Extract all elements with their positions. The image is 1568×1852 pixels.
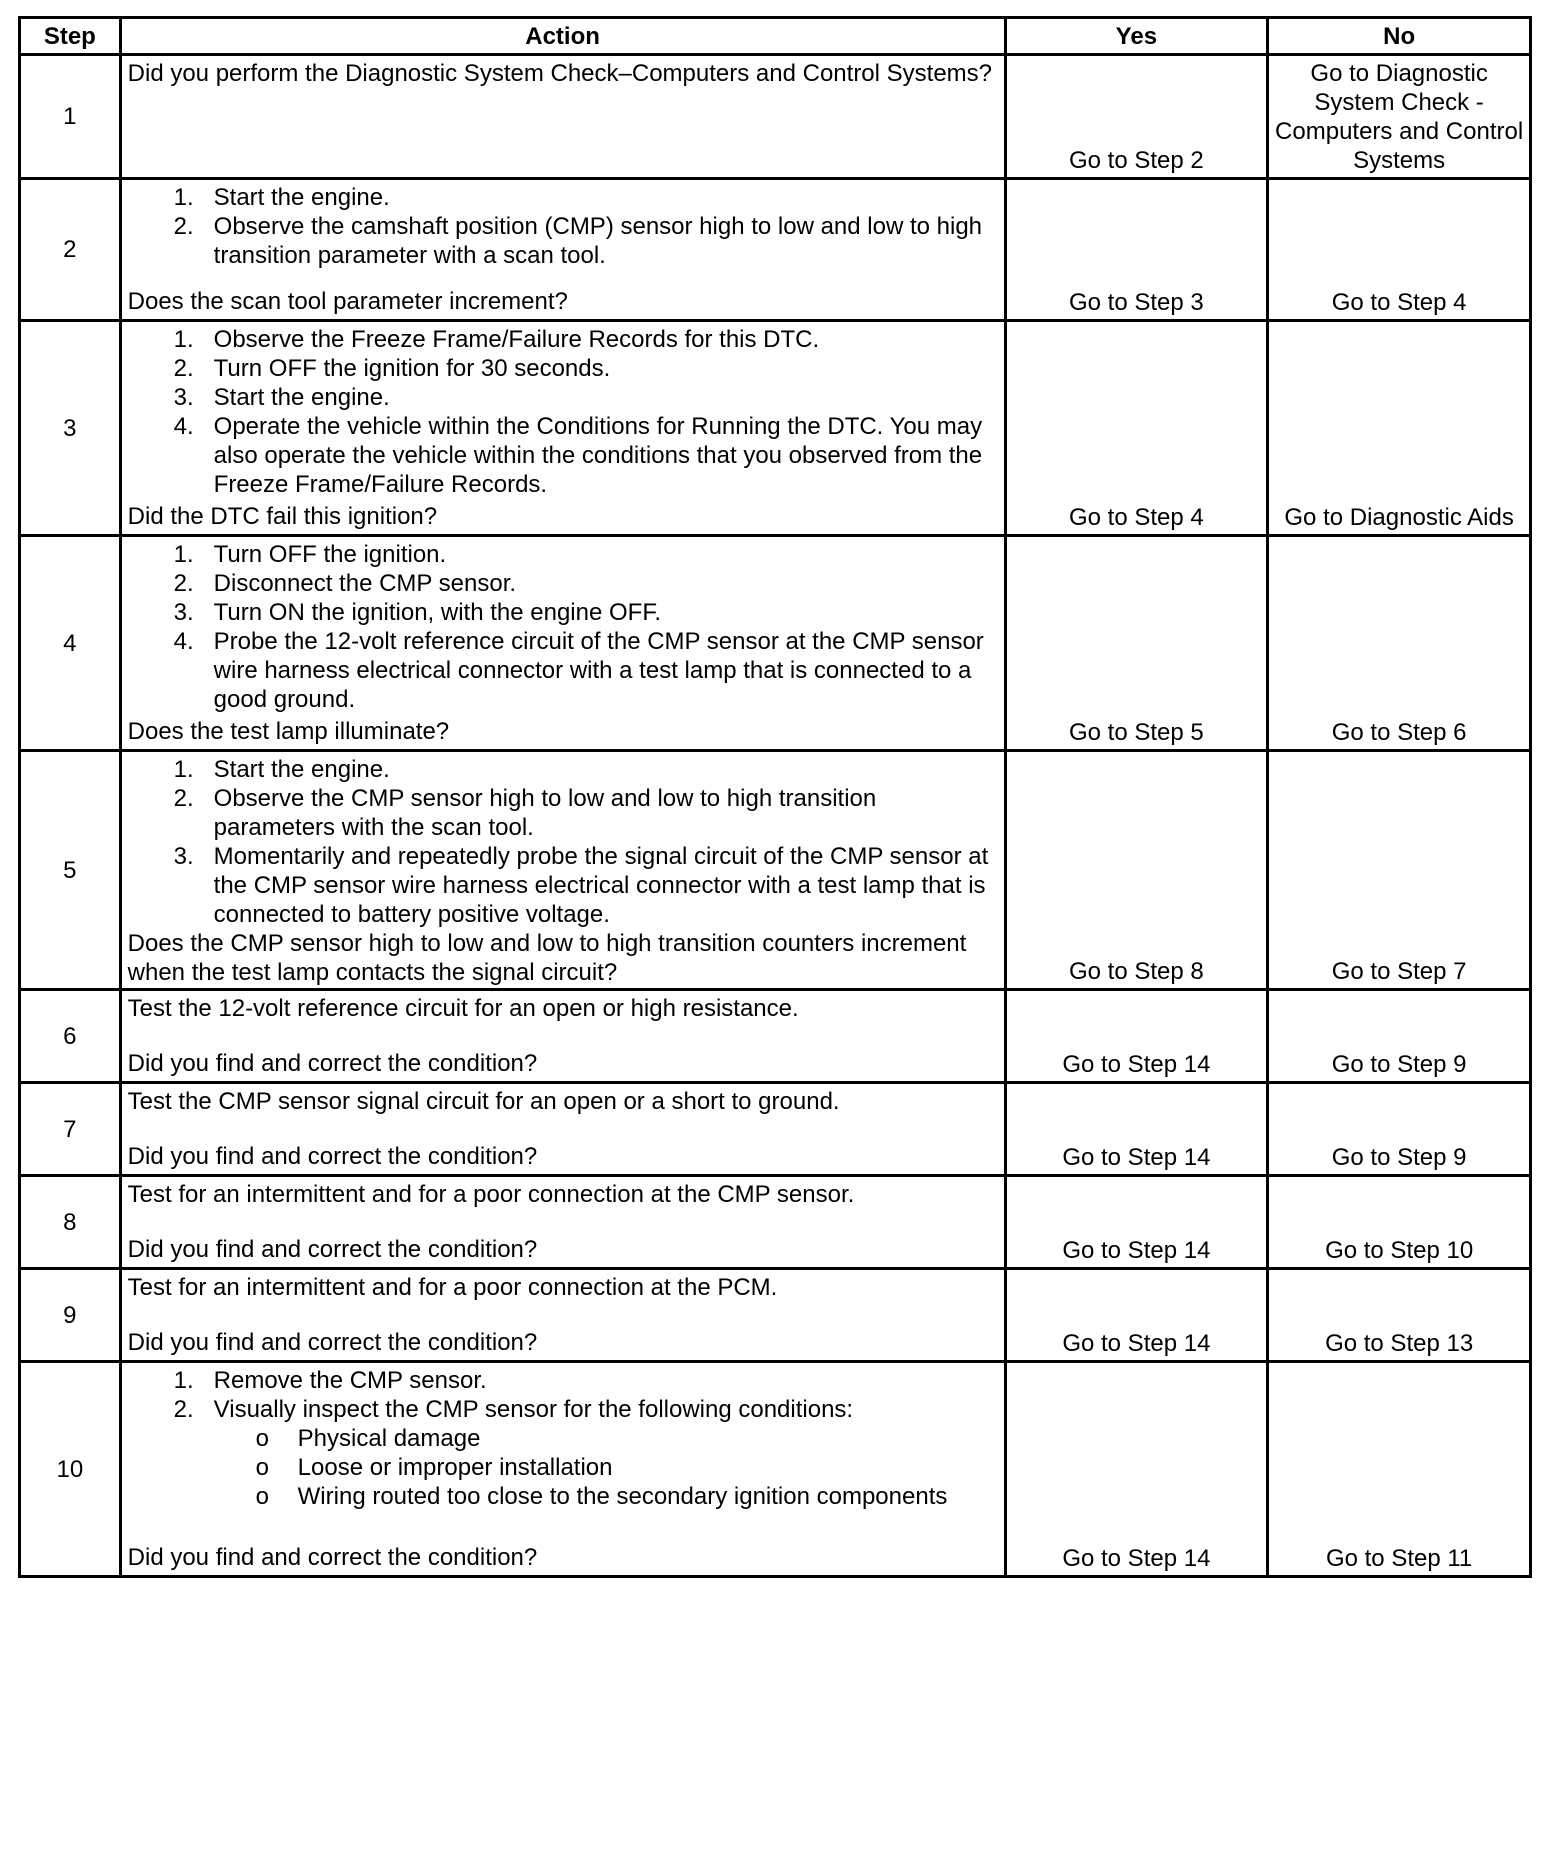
step-number: 4 (20, 536, 121, 751)
action-steps (128, 1366, 998, 1424)
action-question: Did you find and correct the condition? (127, 1143, 538, 1170)
action-steps (128, 540, 998, 714)
step-number: 9 (20, 1269, 121, 1362)
action-question: Did you find and correct the condition? (127, 1329, 538, 1356)
action-question: Does the test lamp illuminate? (127, 718, 450, 745)
list-item: 2. Visually inspect the CMP sensor for the following conditions: (173, 1396, 854, 1423)
action-cell (120, 179, 1005, 321)
no-cell: Go to Step 6 (1268, 536, 1531, 751)
table-row (20, 1176, 1531, 1269)
no-cell: Go to Step 4 (1268, 179, 1531, 321)
table-row (20, 990, 1531, 1083)
table-row (20, 1083, 1531, 1176)
action-cell (120, 536, 1005, 751)
table-row (20, 321, 1531, 536)
action-question: Did you find and correct the condition? (127, 1050, 538, 1077)
list-item: o Wiring routed too close to the secondary ignition components (255, 1483, 948, 1510)
no-cell: Go to Diagnostic System Check - Computers and Control Systems (1268, 55, 1531, 179)
list-item: 1. Turn OFF the ignition. (173, 541, 447, 568)
no-cell: Go to Step 7 (1268, 751, 1531, 990)
table-row (20, 179, 1531, 321)
list-item: 4. Probe the 12-volt reference circuit of the CMP sensor at the CMP sensor wire harness electrical connector with a test lamp that is connected to a good ground. (173, 628, 984, 713)
list-item: 2. Observe the camshaft position (CMP) sensor high to low and low to high transition parameter with a scan tool. (173, 213, 983, 269)
list-item: 1. Start the engine. (173, 756, 390, 783)
table-row (20, 536, 1531, 751)
yes-cell: Go to Step 14 (1005, 1083, 1268, 1176)
list-item: 3. Turn ON the ignition, with the engine OFF. (173, 599, 661, 626)
header-no: No (1268, 18, 1531, 55)
action-cell (120, 1083, 1005, 1176)
action-cell (120, 321, 1005, 536)
action-intro: Test for an intermittent and for a poor connection at the CMP sensor. (127, 1181, 855, 1208)
table-row (20, 1362, 1531, 1577)
table-row (20, 751, 1531, 990)
list-item: 2. Observe the CMP sensor high to low and low to high transition parameters with the scan tool. (173, 785, 877, 841)
action-cell (120, 55, 1005, 179)
list-item: 3. Start the engine. (173, 384, 390, 411)
action-cell (120, 1362, 1005, 1577)
list-item: 1. Observe the Freeze Frame/Failure Records for this DTC. (173, 326, 820, 353)
list-item: 4. Operate the vehicle within the Conditions for Running the DTC. You may also operate the vehicle within the conditions that you observed from the Freeze Frame/Failure Records. (173, 413, 983, 498)
step-number: 10 (20, 1362, 121, 1577)
action-question: Does the CMP sensor high to low and low to high transition counters increment when the test lamp contacts the signal circuit? (127, 930, 967, 986)
action-intro: Test the CMP sensor signal circuit for an open or a short to ground. (127, 1088, 840, 1115)
list-item: 3. Momentarily and repeatedly probe the signal circuit of the CMP sensor at the CMP sensor wire harness electrical connector with a test lamp that is connected to battery positive voltage. (173, 843, 989, 928)
header-action: Action (120, 18, 1005, 55)
yes-cell: Go to Step 14 (1005, 1176, 1268, 1269)
no-cell: Go to Step 9 (1268, 990, 1531, 1083)
step-number: 2 (20, 179, 121, 321)
action-cell (120, 990, 1005, 1083)
step-number: 1 (20, 55, 121, 179)
list-item: 1. Remove the CMP sensor. (173, 1367, 487, 1394)
table-row (20, 1269, 1531, 1362)
no-cell: Go to Step 13 (1268, 1269, 1531, 1362)
action-intro: Test for an intermittent and for a poor connection at the PCM. (127, 1274, 778, 1301)
list-item: o Physical damage (255, 1425, 481, 1452)
action-intro: Test the 12-volt reference circuit for an open or high resistance. (127, 995, 799, 1022)
step-number: 8 (20, 1176, 121, 1269)
header-row (20, 18, 1531, 55)
no-cell: Go to Step 10 (1268, 1176, 1531, 1269)
no-cell: Go to Step 9 (1268, 1083, 1531, 1176)
diagnostic-table (18, 16, 1532, 1578)
yes-cell: Go to Step 5 (1005, 536, 1268, 751)
action-intro: Did you perform the Diagnostic System Check–Computers and Control Systems? (127, 60, 993, 87)
list-item: 2. Disconnect the CMP sensor. (173, 570, 517, 597)
yes-cell: Go to Step 14 (1005, 1362, 1268, 1577)
header-yes: Yes (1005, 18, 1268, 55)
list-item: 1. Start the engine. (173, 184, 390, 211)
yes-cell: Go to Step 8 (1005, 751, 1268, 990)
step-number: 7 (20, 1083, 121, 1176)
action-cell (120, 1269, 1005, 1362)
list-item: 2. Turn OFF the ignition for 30 seconds. (173, 355, 611, 382)
action-steps (128, 755, 998, 929)
header-step: Step (20, 18, 121, 55)
action-steps (128, 183, 998, 270)
action-question: Did you find and correct the condition? (127, 1544, 538, 1571)
table-row (20, 55, 1531, 179)
step-number: 6 (20, 990, 121, 1083)
no-cell: Go to Step 11 (1268, 1362, 1531, 1577)
step-number: 5 (20, 751, 121, 990)
condition-list (214, 1424, 998, 1511)
action-cell (120, 751, 1005, 990)
action-cell (120, 1176, 1005, 1269)
yes-cell: Go to Step 4 (1005, 321, 1268, 536)
step-number: 3 (20, 321, 121, 536)
list-item: o Loose or improper installation (255, 1454, 613, 1481)
no-cell: Go to Diagnostic Aids (1268, 321, 1531, 536)
action-question: Does the scan tool parameter increment? (127, 288, 568, 315)
action-question: Did the DTC fail this ignition? (127, 503, 438, 530)
yes-cell: Go to Step 14 (1005, 990, 1268, 1083)
yes-cell: Go to Step 14 (1005, 1269, 1268, 1362)
action-question: Did you find and correct the condition? (127, 1236, 538, 1263)
yes-cell: Go to Step 2 (1005, 55, 1268, 179)
yes-cell: Go to Step 3 (1005, 179, 1268, 321)
action-steps (128, 325, 998, 499)
